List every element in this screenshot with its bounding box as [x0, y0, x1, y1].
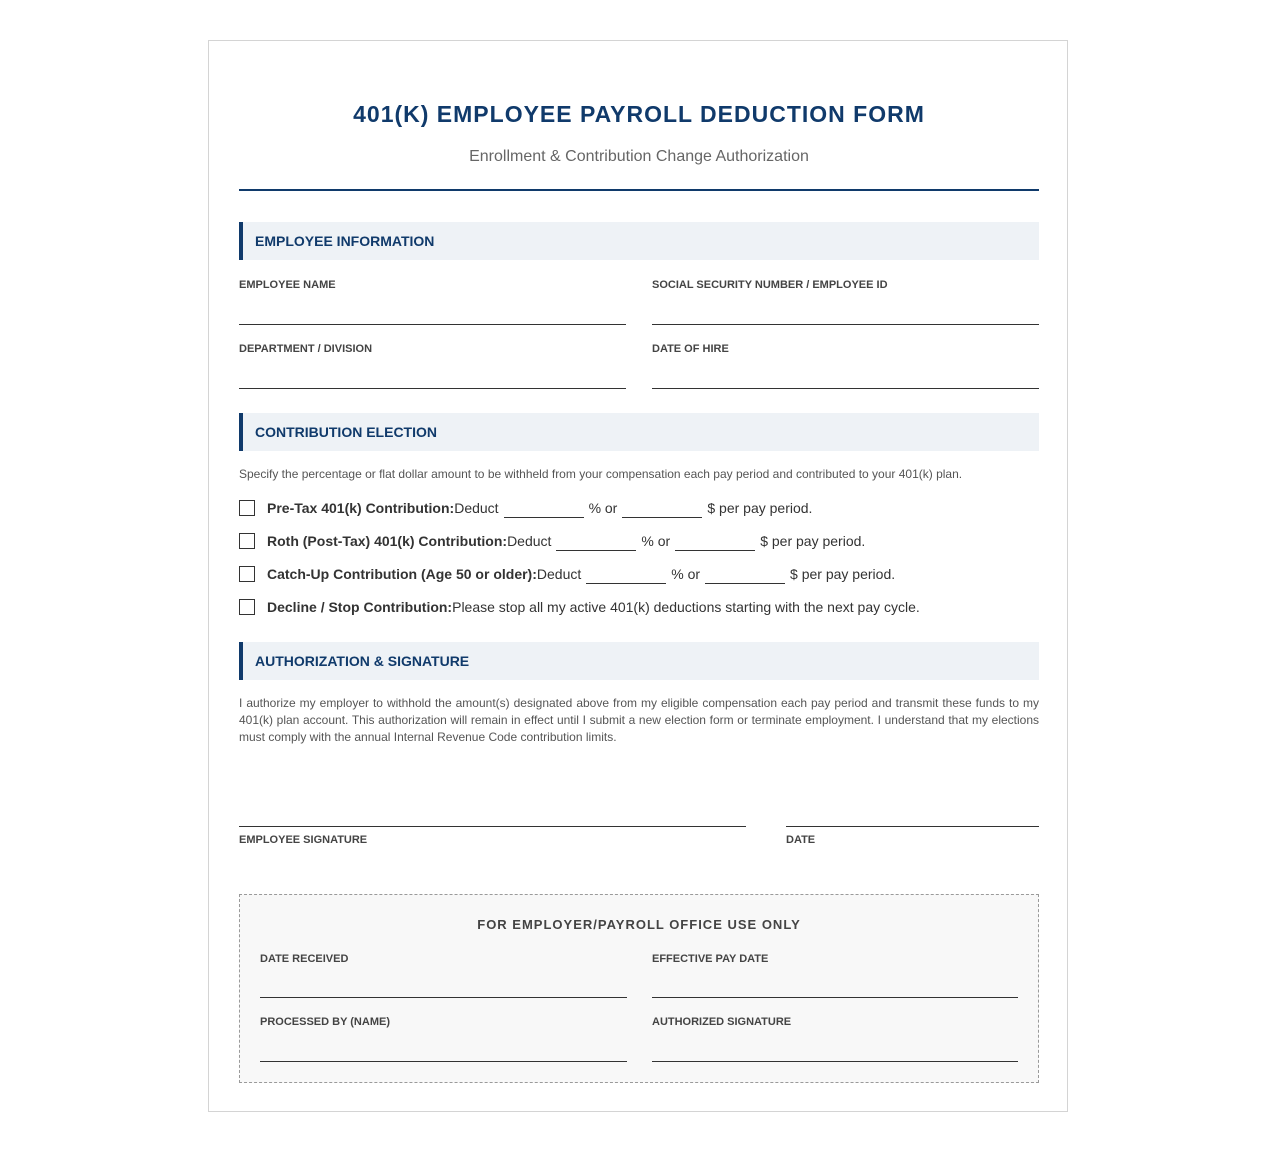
- decline-checkbox[interactable]: [239, 599, 255, 615]
- date-received-input-line[interactable]: [260, 997, 627, 998]
- authorized-signature-input-line[interactable]: [652, 1061, 1018, 1062]
- processed-by-field[interactable]: [260, 1015, 627, 1062]
- form-subtitle: Enrollment & Contribution Change Authorization: [469, 148, 809, 165]
- date-received-field[interactable]: [260, 952, 627, 999]
- catch-up-dollar-input[interactable]: [705, 566, 785, 584]
- form-page: [208, 40, 1068, 1112]
- employee-id-label: SOCIAL SECURITY NUMBER / EMPLOYEE ID: [652, 279, 888, 291]
- employee-id-input-line[interactable]: [652, 324, 1039, 325]
- pretax-percent-input[interactable]: [504, 500, 584, 518]
- date-of-hire-field[interactable]: [652, 342, 1039, 389]
- decline-text: Please stop all my active 401(k) deductions starting with the next pay cycle.: [452, 599, 920, 615]
- authorized-signature-label: AUTHORIZED SIGNATURE: [652, 1016, 792, 1028]
- catch-up-checkbox[interactable]: [239, 566, 255, 582]
- effective-pay-date-field[interactable]: [652, 952, 1018, 999]
- roth-checkbox[interactable]: [239, 533, 255, 549]
- employee-signature-line[interactable]: [239, 826, 746, 827]
- catch-up-label: Catch-Up Contribution (Age 50 or older):: [267, 566, 537, 582]
- roth-dollar-input[interactable]: [675, 533, 755, 551]
- decline-label: Decline / Stop Contribution:: [267, 599, 453, 615]
- contribution-instructions: Specify the percentage or flat dollar amount to be withheld from your compensation each pay period and contributed to your 401(k) plan.: [239, 467, 963, 481]
- pretax-deduct-text: Deduct: [454, 500, 499, 516]
- pretax-label: Pre-Tax 401(k) Contribution:: [267, 500, 455, 516]
- option-decline: [239, 597, 1039, 617]
- roth-deduct-text: Deduct: [507, 533, 552, 549]
- catch-up-per-period-text: $ per pay period.: [790, 566, 896, 582]
- pretax-dollar-input[interactable]: [622, 500, 702, 518]
- employee-name-field[interactable]: [239, 278, 626, 325]
- roth-percent-or-text: % or: [641, 533, 671, 549]
- department-input-line[interactable]: [239, 388, 626, 389]
- processed-by-label: PROCESSED BY (NAME): [260, 1016, 390, 1028]
- department-field[interactable]: [239, 342, 626, 389]
- pretax-percent-or-text: % or: [588, 500, 618, 516]
- effective-pay-date-label: EFFECTIVE PAY DATE: [652, 953, 769, 965]
- option-pretax: [239, 498, 1039, 518]
- date-of-hire-input-line[interactable]: [652, 388, 1039, 389]
- date-received-label: DATE RECEIVED: [260, 953, 349, 965]
- option-roth: [239, 531, 1039, 551]
- roth-label: Roth (Post-Tax) 401(k) Contribution:: [267, 533, 508, 549]
- pretax-checkbox[interactable]: [239, 500, 255, 516]
- office-use-title: FOR EMPLOYER/PAYROLL OFFICE USE ONLY: [477, 917, 801, 932]
- form-title: 401(K) EMPLOYEE PAYROLL DEDUCTION FORM: [353, 101, 925, 127]
- catch-up-percent-input[interactable]: [586, 566, 666, 584]
- employee-id-field[interactable]: [652, 278, 1039, 325]
- employee-signature-label: EMPLOYEE SIGNATURE: [239, 834, 368, 846]
- signature-date-line[interactable]: [786, 826, 1039, 827]
- title-divider: [239, 189, 1039, 191]
- effective-pay-date-input-line[interactable]: [652, 997, 1018, 998]
- pretax-per-period-text: $ per pay period.: [707, 500, 813, 516]
- option-catch-up: [239, 564, 1039, 584]
- section-authorization: AUTHORIZATION & SIGNATURE: [239, 642, 1039, 680]
- roth-percent-input[interactable]: [556, 533, 636, 551]
- catch-up-deduct-text: Deduct: [536, 566, 582, 582]
- department-label: DEPARTMENT / DIVISION: [239, 343, 373, 355]
- section-contribution-election: CONTRIBUTION ELECTION: [239, 413, 1039, 451]
- catch-up-percent-or-text: % or: [671, 566, 701, 582]
- roth-per-period-text: $ per pay period.: [760, 533, 866, 549]
- authorization-statement: I authorize my employer to withhold the amount(s) designated above from my eligible compensation each pay period and transmit these funds to my 401(k) plan account. This authorization will remain in effect until I submit a new election form or terminate employment. I understand that my elections must comply with the annual Internal Revenue Code contribution limits.: [239, 696, 1039, 744]
- employee-name-label: EMPLOYEE NAME: [239, 279, 336, 291]
- employee-name-input-line[interactable]: [239, 324, 626, 325]
- authorized-signature-field[interactable]: [652, 1015, 1018, 1062]
- processed-by-input-line[interactable]: [260, 1061, 627, 1062]
- date-of-hire-label: DATE OF HIRE: [652, 343, 729, 355]
- section-employee-information: EMPLOYEE INFORMATION: [239, 222, 1039, 260]
- office-use-box: [239, 894, 1039, 1083]
- signature-date-label: DATE: [786, 834, 816, 846]
